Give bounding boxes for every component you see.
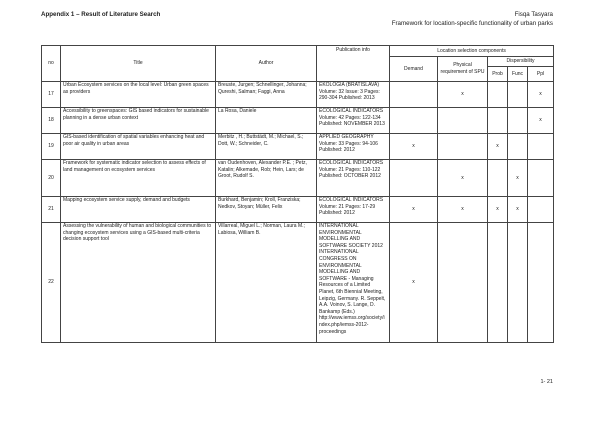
row-no: 18 [42,108,61,134]
row-physical: x [438,197,488,223]
row-demand: x [390,134,438,160]
col-header-location-group: Location selection components [390,46,554,57]
row-physical: x [438,82,488,108]
col-header-publication: Publication info [317,46,390,82]
document-header [392,11,553,28]
col-header-author: Author [216,46,317,82]
col-header-no: no [42,46,61,82]
row-func: x [508,160,528,197]
col-header-dispersibility: Dispersibility [488,57,554,67]
row-prob [488,82,508,108]
row-physical [438,223,488,343]
col-header-func: Func [508,67,528,82]
row-no: 17 [42,82,61,108]
row-title: Mapping ecosystem service supply, demand and budgets [61,197,216,223]
row-publication: ECOLOGICAL INDICATORS Volume: 42 Pages: 122-134 Published: NOVEMBER 2013 [317,108,390,134]
row-author: Burkhard, Benjamin; Kroll, Franziska; Nedkov, Stoyan; Müller, Felix [216,197,317,223]
row-author: Breuste, Jurgen; Schnellinger, Johanna; Qureshi, Salman; Faggi, Anna [216,82,317,108]
table-row [42,160,554,197]
row-no: 21 [42,197,61,223]
row-title: Assessing the vulnerability of human and biological communities to changing ecosystem services using a GIS-based multi-criteria decision support tool [61,223,216,343]
row-ppl [528,134,554,160]
col-header-ppl: Ppl [528,67,554,82]
table-row [42,108,554,134]
row-author: Villarreal, Miguel L.; Norman, Laura M.; Labiosa, William B. [216,223,317,343]
col-header-title: Title [61,46,216,82]
row-prob [488,223,508,343]
row-physical [438,134,488,160]
table-row [42,197,554,223]
row-demand: x [390,223,438,343]
row-func [508,108,528,134]
row-no: 20 [42,160,61,197]
row-ppl [528,223,554,343]
appendix-title: Appendix 1 – Result of Literature Search [41,11,161,18]
col-header-demand: Demand [390,57,438,82]
table-row [42,134,554,160]
col-header-physical: Physical requirement of SPU [438,57,488,82]
literature-table [41,45,554,343]
row-physical [438,108,488,134]
row-no: 22 [42,223,61,343]
author-name: Fisqa Tasyara [514,11,553,18]
page-number: 1- 21 [540,379,553,385]
row-title: Urban Ecosystem services on the local level: Urban green spaces as providers [61,82,216,108]
row-ppl [528,160,554,197]
row-ppl: x [528,108,554,134]
row-physical: x [438,160,488,197]
row-func: x [508,197,528,223]
row-publication: ECOLOGICAL INDICATORS Volume: 21 Pages: 17-29 Published: 2012 [317,197,390,223]
document-subtitle: Framework for location-specific functionality of urban parks [391,19,553,27]
row-prob: x [488,197,508,223]
row-author: La Rosa, Daniele [216,108,317,134]
row-publication: INTERNATIONAL ENVIRONMENTAL MODELLING AND SOFTWARE SOCIETY 2012 INTERNATIONAL CONGRESS ON ENVIRONMENTAL MODELLING AND SOFTWARE - Managing Resources of a Limited Planet, 6th Biennial Meeting, Leipzig, Germany. R. Seppelt, A.A. Voinov, S. Lange, D. Bankamp (Eds.) http://www.iemss.org/society/index.php/iemss-2012-proceedings [317,223,390,343]
row-ppl: x [528,82,554,108]
row-func [508,82,528,108]
row-no: 19 [42,134,61,160]
row-author: van Oudenhoven, Alexander P.E. ; Petz, Katalin; Alkemade, Rob; Hein, Lars; de Groot, Rudolf S. [216,160,317,197]
row-title: Framework for systematic indicator selection to assess effects of land management on ecosystem services [61,160,216,197]
table-row [42,223,554,343]
table-row [42,82,554,108]
col-header-prob: Prob [488,67,508,82]
row-demand [390,108,438,134]
row-prob [488,160,508,197]
row-prob [488,108,508,134]
row-publication: APPLIED GEOGRAPHY Volume: 33 Pages: 94-106 Published: 2012 [317,134,390,160]
row-demand [390,160,438,197]
row-title: GIS-based identification of spatial variables enhancing heat and poor air quality in urban areas [61,134,216,160]
row-func [508,223,528,343]
row-author: Merbitz , H.; Buttstädt, M.; Michael, S.; Dott, W.; Schneider, C. [216,134,317,160]
row-publication: EKOLOGIA (BRATISLAVA) Volume: 32 Issue: 3 Pages: 290-304 Published: 2013 [317,82,390,108]
row-prob: x [488,134,508,160]
row-func [508,134,528,160]
row-demand: x [390,197,438,223]
row-title: Accessibility to greenspaces: GIS based indicators for sustainable planning in a dense urban context [61,108,216,134]
row-demand [390,82,438,108]
row-ppl [528,197,554,223]
row-publication: ECOLOGICAL INDICATORS Volume: 21 Pages: 110-122 Published: OCTOBER 2012 [317,160,390,197]
